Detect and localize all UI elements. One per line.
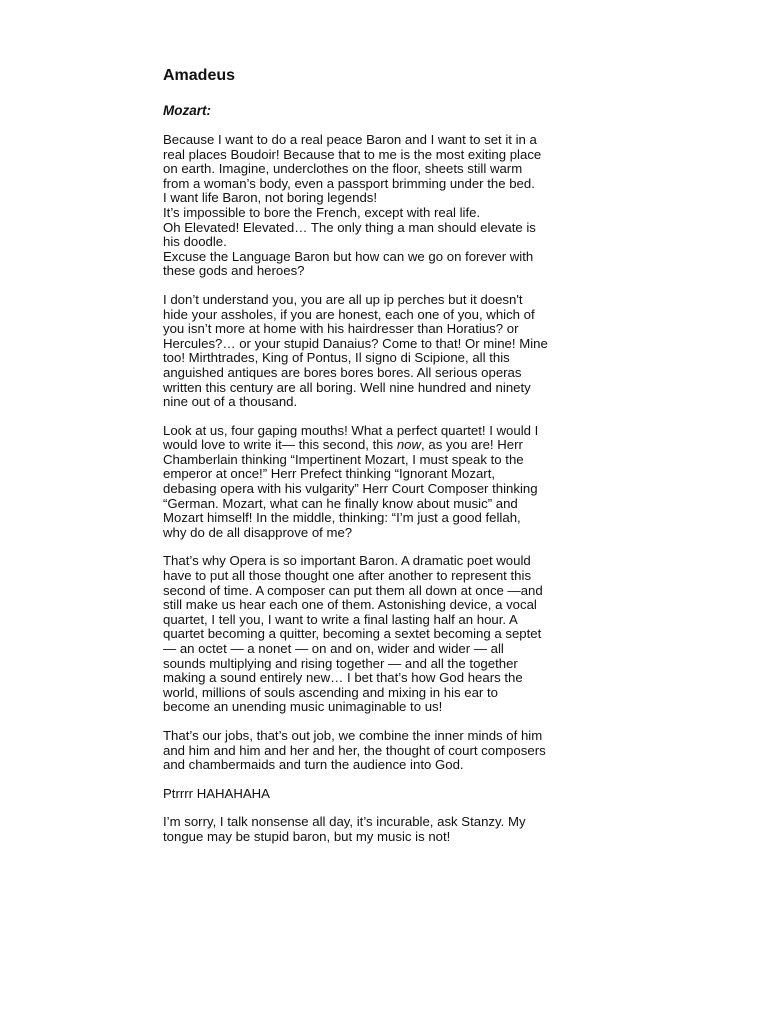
document-title: Amadeus xyxy=(163,67,236,84)
text-line: I want life Baron, not boring legends! xyxy=(163,190,378,206)
text-line: Ptrrrr HAHAHAHA xyxy=(163,785,270,801)
text-line: Chamberlain thinking “Impertinent Mozart, I must speak to the xyxy=(163,451,524,467)
text-line: I don’t understand you, you are all up ip perches but it doesn't xyxy=(163,291,523,307)
paragraph-5 xyxy=(163,729,588,773)
text-line: anguished antiques are bores bores bores. All serious operas xyxy=(163,364,522,380)
text-line: too! Mirthtrades, King of Pontus, Il signo di Scipione, all this xyxy=(163,350,510,366)
text-line: Hercules?… or your stupid Danaius? Come to that! Or mine! Mine xyxy=(163,335,548,351)
text-line: “German. Mozart, what can he finally know about music” and xyxy=(163,495,518,511)
text-line: on earth. Imagine, underclothes on the floor, sheets still warm xyxy=(163,161,523,177)
paragraph-2 xyxy=(163,293,588,410)
text-line: — an octet — a nonet — on and on, wider and wider — all xyxy=(163,641,504,656)
text-line: real places Boudoir! Because that to me is the most exiting place xyxy=(163,146,542,162)
paragraph-3 xyxy=(163,424,588,541)
text-line: That’s our jobs, that’s out job, we combine the inner minds of him xyxy=(163,727,543,743)
text-line: I’m sorry, I talk nonsense all day, it’s incurable, ask Stanzy. My xyxy=(163,814,526,830)
text-line: you isn’t more at home with his hairdresser than Horatius? or xyxy=(163,321,519,337)
text-line: That’s why Opera is so important Baron. A dramatic poet would xyxy=(163,553,531,569)
emphasized-word: now xyxy=(396,437,422,453)
text-line: Mozart himself! In the middle, thinking: “I’m just a good fellah, xyxy=(163,510,521,526)
text-line: sounds multiplying and rising together — and all the together xyxy=(163,655,518,671)
text-line: from a woman’s body, even a passport brimming under the bed. xyxy=(163,175,535,191)
text-line: tongue may be stupid baron, but my music is not! xyxy=(163,828,451,844)
text-line: Oh Elevated! Elevated… The only thing a man should elevate is xyxy=(163,219,536,235)
text-line: world, millions of souls ascending and mixing in his ear to xyxy=(163,684,498,700)
paragraph-7 xyxy=(163,815,588,844)
text-line: Excuse the Language Baron but how can we go on forever with xyxy=(163,248,534,264)
paragraph-6 xyxy=(163,787,588,802)
text-line: Because I want to do a real peace Baron and I want to set it in a xyxy=(163,132,537,147)
text-line: written this century are all boring. Well nine hundred and ninety xyxy=(163,379,531,395)
text-line: and him and him and her and her, the thought of court composers xyxy=(163,742,546,758)
text-line: become an unending music unimaginable to us! xyxy=(163,699,443,715)
text-line: quartet becoming a quitter, becoming a sextet becoming a septet xyxy=(163,626,542,642)
text-line: It’s impossible to bore the French, except with real life. xyxy=(163,204,481,220)
text-line: making a sound entirely new… I bet that’s how God hears the xyxy=(163,670,523,686)
text-line: Look at us, four gaping mouths! What a perfect quartet! I would I xyxy=(163,422,539,438)
text-line: why do de all disapprove of me? xyxy=(163,524,353,540)
text-line: quartet, I tell you, I want to write a final lasting half an hour. A xyxy=(163,611,518,627)
text-line-with-emphasis xyxy=(163,438,588,453)
text-line: debasing opera with his vulgarity” Herr Court Composer thinking xyxy=(163,481,538,497)
text-line: hide your assholes, if you are honest, each one of you, which of xyxy=(163,306,535,322)
text-line: and chambermaids and turn the audience into God. xyxy=(163,757,464,773)
text-line: emperor at once!” Herr Prefect thinking “Ignorant Mozart, xyxy=(163,466,496,482)
text-line: second of time. A composer can put them all down at once —and xyxy=(163,582,543,598)
text-line: have to put all those thought one after another to represent this xyxy=(163,568,532,584)
text-line: these gods and heroes? xyxy=(163,263,305,279)
text-line: nine out of a thousand. xyxy=(163,394,298,410)
text-segment: , as you are! Herr xyxy=(421,437,523,453)
text-segment: would love to write it— this second, this xyxy=(163,437,397,453)
document-page xyxy=(163,66,588,845)
text-line: his doodle. xyxy=(163,234,227,250)
paragraph-4 xyxy=(163,554,588,715)
paragraph-1 xyxy=(163,133,588,279)
text-line: still make us hear each one of them. Astonishing device, a vocal xyxy=(163,597,537,613)
speaker-name: Mozart: xyxy=(163,103,211,118)
